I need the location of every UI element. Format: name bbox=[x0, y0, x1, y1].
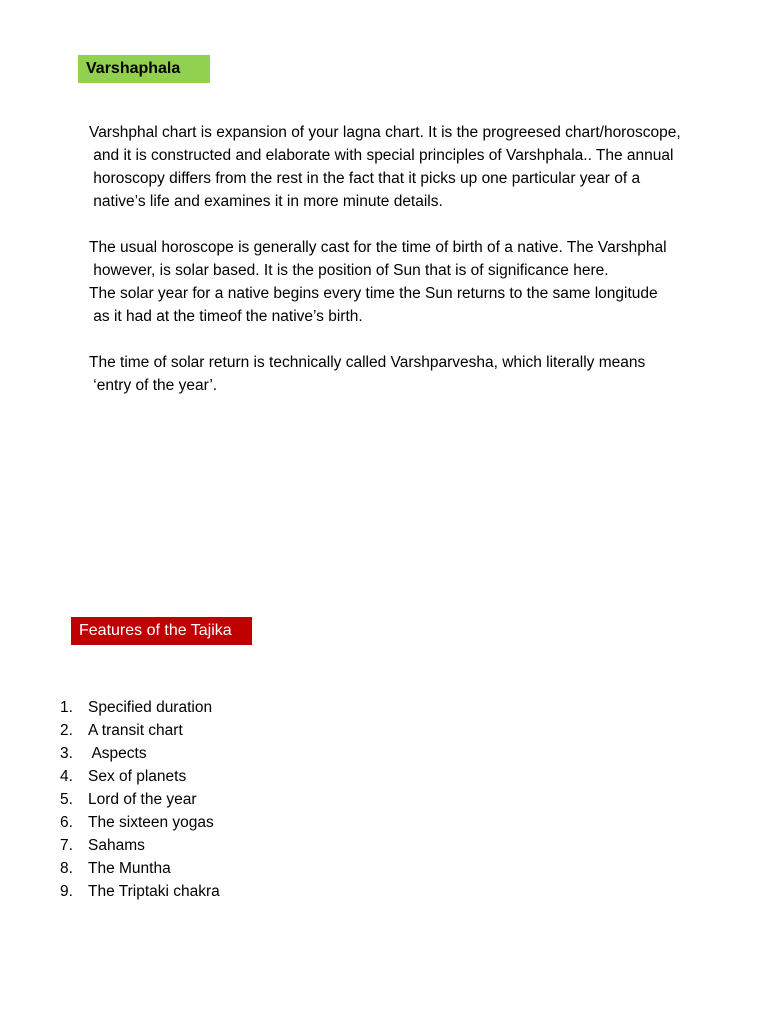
list-number: 3. bbox=[60, 745, 73, 762]
list-item bbox=[60, 719, 220, 742]
list-item-text: The Triptaki chakra bbox=[88, 883, 220, 900]
list-number: 1. bbox=[60, 699, 73, 716]
list-item bbox=[60, 811, 220, 834]
list-item bbox=[60, 788, 220, 811]
list-number: 2. bbox=[60, 722, 73, 739]
list-item-text: The Muntha bbox=[88, 860, 171, 877]
features-heading: Features of the Tajika bbox=[71, 617, 252, 645]
list-number: 6. bbox=[60, 814, 73, 831]
list-item-text: A transit chart bbox=[88, 722, 183, 739]
list-item-text: The sixteen yogas bbox=[88, 814, 214, 831]
list-item bbox=[60, 857, 220, 880]
list-item-text: Aspects bbox=[88, 745, 147, 762]
list-item-text: Sahams bbox=[88, 837, 145, 854]
solar-return-paragraph: The time of solar return is technically called Varshparvesha, which literally means ‘entry of the year’. bbox=[89, 354, 646, 394]
list-number: 7. bbox=[60, 837, 73, 854]
solar-basis-paragraph: The usual horoscope is generally cast for the time of birth of a native. The Varshphal however, is solar based. It is the position of Sun that is of significance here. The solar year for a native begins every time the Sun returns to the same longitude as it had at the timeof the native’s birth. bbox=[89, 239, 667, 325]
list-item bbox=[60, 696, 220, 719]
list-item bbox=[60, 742, 220, 765]
list-item-text: Specified duration bbox=[88, 699, 213, 716]
list-item-text: Sex of planets bbox=[88, 768, 187, 785]
list-number: 5. bbox=[60, 791, 73, 808]
list-number: 9. bbox=[60, 883, 73, 900]
features-list bbox=[60, 696, 220, 903]
list-item-text: Lord of the year bbox=[88, 791, 197, 808]
page-title: Varshaphala bbox=[78, 55, 210, 83]
list-number: 4. bbox=[60, 768, 73, 785]
list-item bbox=[60, 765, 220, 788]
list-item bbox=[60, 880, 220, 903]
intro-paragraph: Varshphal chart is expansion of your lagna chart. It is the progreesed chart/horoscope, and it is constructed and elaborate with special principles of Varshphala.. The annual horoscopy differs from the rest in the fact that it picks up one particular year of a native’s life and examines it in more minute details. bbox=[89, 124, 681, 210]
list-number: 8. bbox=[60, 860, 73, 877]
list-item bbox=[60, 834, 220, 857]
